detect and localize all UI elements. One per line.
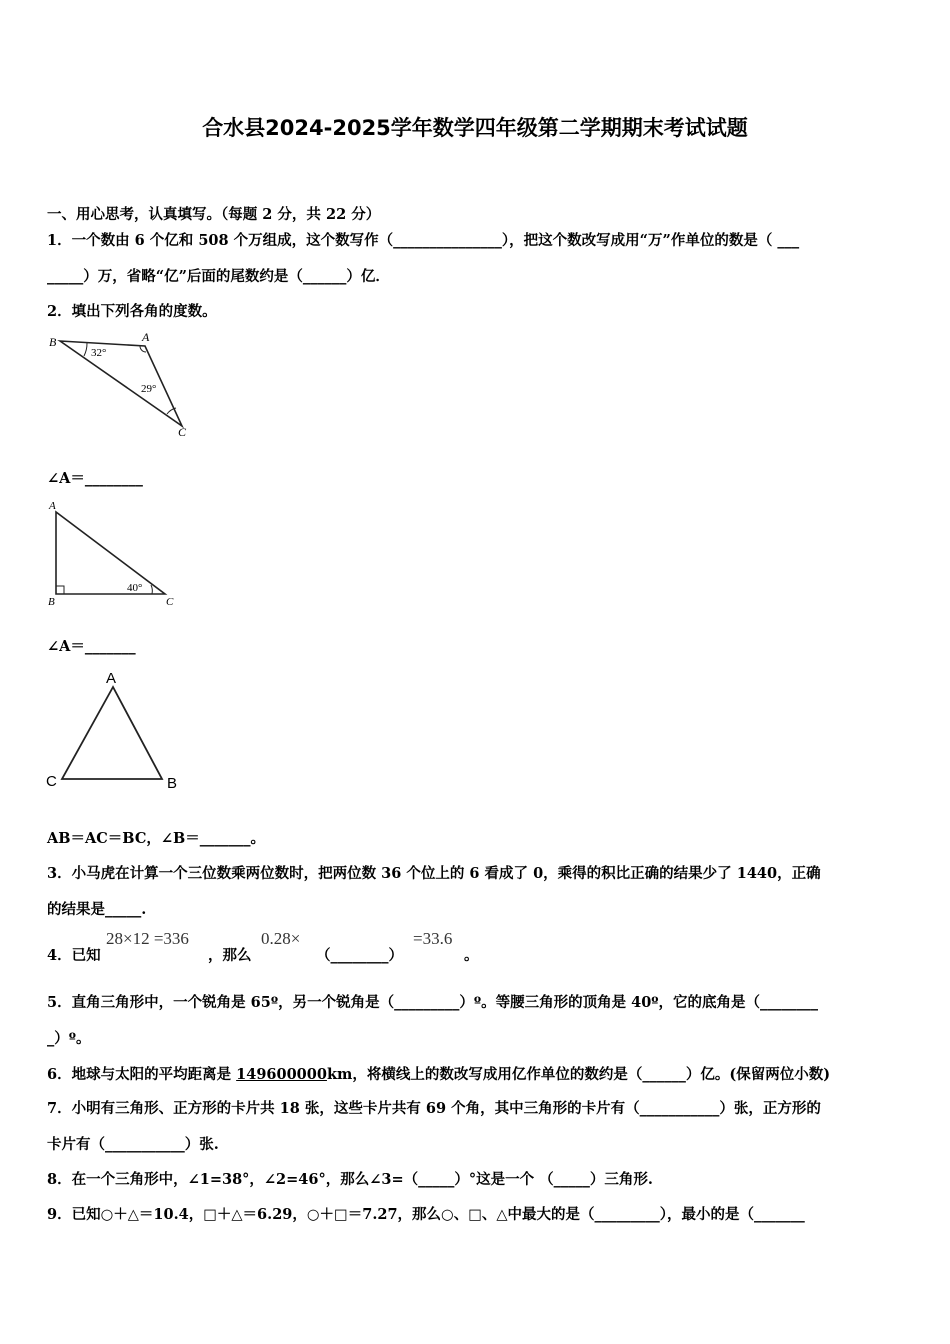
question-4-prefix: 4．已知	[47, 947, 101, 964]
answer-angle-a-1: ∠A＝________	[47, 470, 143, 487]
vertex-a-label: A	[49, 500, 56, 512]
vertex-b-label: B	[48, 596, 55, 608]
angle-c-value: 29°	[141, 383, 157, 395]
vertex-c-label: C	[178, 425, 187, 439]
page-title: 合水县2024-2025学年数学四年级第二学期期末考试试题	[202, 116, 748, 140]
question-2-text: 2．填出下列各角的度数。	[47, 303, 217, 320]
question-4-mid: ，那么	[208, 947, 252, 964]
section-heading: 一、用心思考，认真填写。（每题 2 分，共 22 分）	[47, 206, 381, 223]
triangle-figure-1	[45, 328, 195, 440]
question-6-suffix: km，将横线上的数改写成用亿作单位的数约是（______）亿。(保留两位小数)	[326, 1066, 831, 1083]
vertex-b-label: B	[167, 775, 178, 792]
question-1-line-1: 1．一个数由 6 个亿和 508 个万组成，这个数写作（_______________），把这个数改写成用“万”作单位的数是（ ___	[47, 232, 800, 249]
question-5-line-2: _）º。	[47, 1030, 91, 1047]
vertex-c-label: C	[46, 773, 57, 790]
question-6	[47, 1063, 830, 1084]
question-7-line-1: 7．小明有三角形、正方形的卡片共 18 张，这些卡片共有 69 个角，其中三角形的卡片有（___________）张，正方形的	[47, 1100, 821, 1117]
question-3-line-2: 的结果是_____.	[47, 901, 147, 918]
question-4-end: 。	[464, 947, 479, 964]
vertex-b-label: B	[49, 335, 57, 349]
question-7-line-2: 卡片有（___________）张.	[47, 1136, 219, 1153]
question-6-prefix: 6．地球与太阳的平均距离是	[47, 1066, 237, 1083]
answer-angle-a-2: ∠A＝_______	[47, 638, 136, 655]
question-5-line-1: 5．直角三角形中，一个锐角是 65º，另一个锐角是（_________）º。等腰三角形的顶角是 40º，它的底角是（________	[47, 994, 819, 1011]
angle-c-value: 40°	[127, 582, 143, 594]
question-9: 9．已知○＋△＝10.4，□＋△＝6.29，○＋□＝7.27，那么○、□、△中最大的是（_________），最小的是（_______	[47, 1206, 805, 1223]
question-4-equation-1: 28×12 =336	[106, 929, 189, 948]
angle-b-value: 32°	[91, 347, 107, 359]
question-4-equation-3: =33.6	[413, 929, 453, 948]
vertex-c-label: C	[166, 596, 174, 608]
triangle-figure-2	[45, 497, 185, 609]
question-1-line-2: _____）万，省略“亿”后面的尾数约是（______）亿．	[47, 268, 390, 285]
question-4-blank: （________）	[316, 947, 403, 964]
vertex-a-label: A	[106, 670, 117, 687]
answer-angle-b-3: AB＝AC＝BC，∠B＝_______。	[47, 830, 266, 847]
question-3-line-1: 3．小马虎在计算一个三位数乘两位数时，把两位数 36 个位上的 6 看成了 0，乘得的积比正确的结果少了 1440，正确	[47, 865, 821, 882]
triangle-figure-3	[42, 666, 192, 796]
question-8: 8．在一个三角形中，∠1=38°，∠2=46°，那么∠3=（_____）°这是一个 （_____）三角形.	[47, 1171, 653, 1188]
question-6-underlined-number: 149600000	[236, 1066, 327, 1083]
question-4-equation-2: 0.28×	[261, 929, 301, 948]
vertex-a-label: A	[142, 330, 150, 344]
